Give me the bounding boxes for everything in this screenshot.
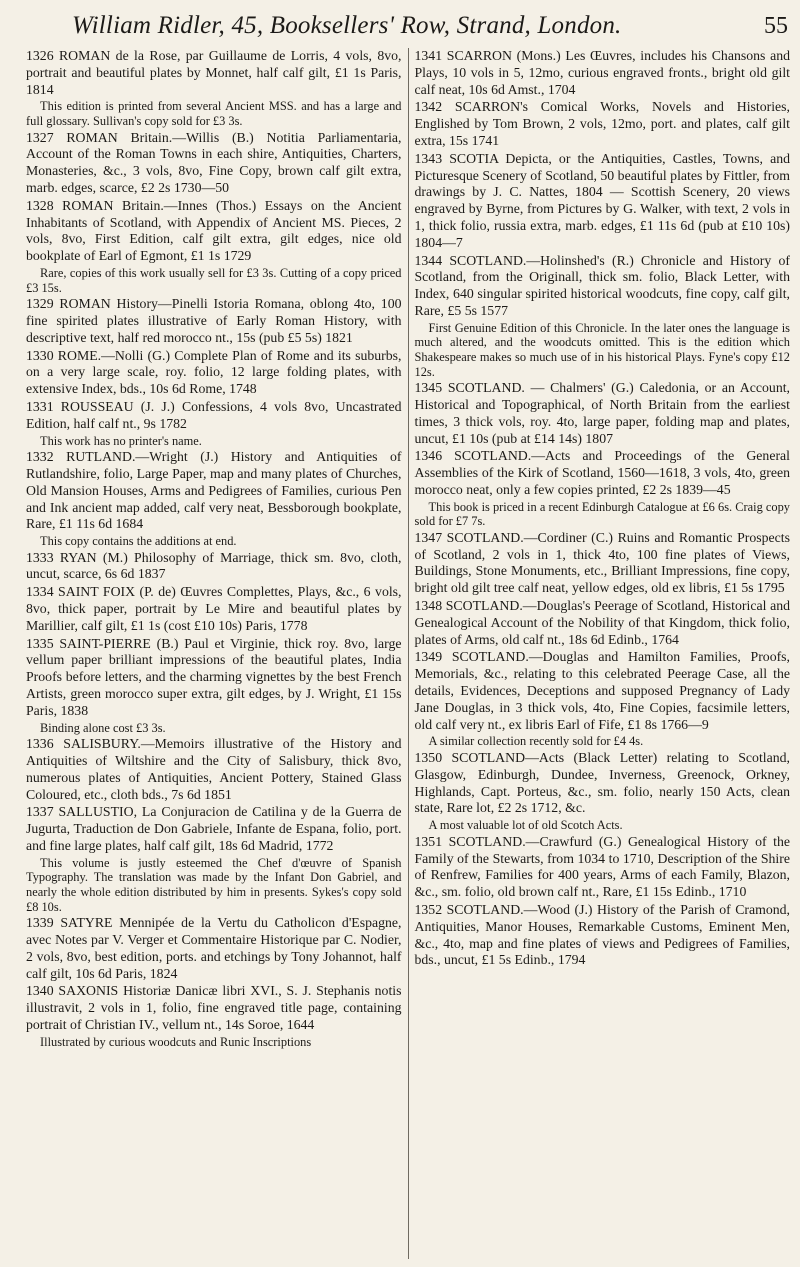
catalogue-note: A similar collection recently sold for £4 4s. xyxy=(428,734,644,749)
catalogue-entry: 1352 SCOTLAND.—Wood (J.) History of the Parish of Cramond, Antiquities, Manor Houses, Remarkable Customs, Eminent Men, &c., 4to, map and fine plates of views and Pedigrees of Families, bds., uncut, £1 5s Edinb., 1794 xyxy=(414,902,790,968)
catalogue-entry: 1349 SCOTLAND.—Douglas and Hamilton Families, Proofs, Memorials, &c., relating to this celebrated Peerage Case, all the details, Evidences, Deceptions and supposed Pregnancy of Lady Jane Douglas, in 3 thick vols, 4to, Fine Copies, facsimile letters, old calf very nt., ex libris Earl of Fife, £1 8s 1766—9 xyxy=(414,649,790,732)
two-column-body xyxy=(26,48,790,1259)
catalogue-entry: 1330 ROME.—Nolli (G.) Complete Plan of Rome and its suburbs, on a very large scale, roy. folio, 12 large folding plates, with extensive Index, bds., 10s 6d Rome, 1748 xyxy=(26,347,402,397)
catalogue-entry: 1341 SCARRON (Mons.) Les Œuvres, includes his Chansons and Plays, 10 vols in 5, 12mo, curious engraved fronts., bright old gilt calf neat, 10s 6d Amst., 1704 xyxy=(414,48,790,97)
right-column xyxy=(408,48,791,1259)
catalogue-note: This edition is printed from several Ancient MSS. and has a large and full glossary. Sullivan's copy sold for £3 3s. xyxy=(26,99,402,128)
left-column xyxy=(26,48,408,1259)
catalogue-entry: 1339 SATYRE Mennipée de la Vertu du Catholicon d'Espagne, avec Notes par V. Verger et Commentaire Historique par C. Nodier, 2 vols, 8vo, best edition, ports. and etchings by Tony Johannot, half calf gilt, 10s 6d Paris, 1824 xyxy=(26,915,402,981)
catalogue-entry: 1333 RYAN (M.) Philosophy of Marriage, thick sm. 8vo, cloth, uncut, scarce, 6s 6d 1837 xyxy=(26,549,402,582)
catalogue-entry: 1340 SAXONIS Historiæ Danicæ libri XVI., S. J. Stephanis notis illustravit, 2 vols in 1, folio, fine engraved title page, containing portrait of Christian IV., vellum nt., 14s Soroe, 1644 xyxy=(26,983,402,1032)
catalogue-entry: 1336 SALISBURY.—Memoirs illustrative of the History and Antiquities of Wiltshire and the City of Salisbury, thick 8vo, numerous plates of Antiquities, Ancient Pottery, Stained Glass Coloured, etc., cloth bds., 7s 6d 1851 xyxy=(26,736,402,802)
catalogue-entry: 1331 ROUSSEAU (J. J.) Confessions, 4 vols 8vo, Uncastrated Edition, half calf nt., 9s 1782 xyxy=(26,398,402,431)
page-number: 55 xyxy=(764,13,788,39)
catalogue-entry: 1327 ROMAN Britain.—Willis (B.) Notitia Parliamentaria, Account of the Roman Towns in each shire, Antiquities, Charters, Monasteries, &c., 3 vols, 8vo, Fine Copy, brown calf gilt extra, marb. edges, scarce, £2 2s 1730—50 xyxy=(26,129,402,195)
catalogue-note: A most valuable lot of old Scotch Acts. xyxy=(428,818,623,833)
catalogue-note: This volume is justly esteemed the Chef d'œuvre of Spanish Typography. The translation was made by the Infant Don Gabriel, and nearly the whole edition distributed by him in presents. Sykes's copy sold £8 10s. xyxy=(26,855,402,914)
catalogue-entry: 1348 SCOTLAND.—Douglas's Peerage of Scotland, Historical and Genealogical Account of the Nobility of that Kingdom, thick folio, plates of Arms, old calf nt., 18s 6d Edinb., 1764 xyxy=(414,598,790,647)
running-head xyxy=(72,12,788,48)
catalogue-entry: 1351 SCOTLAND.—Crawfurd (G.) Genealogical History of the Family of the Stewarts, from 1034 to 1710, Description of the Shire of Renfrew, Families for 400 years, Arms of each Family, Blazon, &c., sm. folio, old brown calf nt., Rare, £1 15s Edinb., 1710 xyxy=(414,833,790,900)
catalogue-entry: 1337 SALLUSTIO, La Conjuracion de Catilina y de la Guerra de Jugurta, Traduction de Don Gabriele, Infante de Espana, folio, port. and fine large plates, half calf gilt, 18s 6d Madrid, 1772 xyxy=(26,804,402,854)
catalogue-note: This book is priced in a recent Edinburgh Catalogue at £6 6s. Craig copy sold for £7 7s. xyxy=(414,499,790,529)
catalogue-entry: 1347 SCOTLAND.—Cordiner (C.) Ruins and Romantic Prospects of Scotland, 2 vols in 1, thick 4to, 100 fine plates of Views, Buildings, Stone Monuments, etc., Brilliant Impressions, fine copy, bright old gilt tree calf neat, yellow edges, old ex libris, £1 5s 1795 xyxy=(414,529,790,596)
catalogue-entry: 1334 SAINT FOIX (P. de) Œuvres Complettes, Plays, &c., 6 vols, 8vo, thick paper, portrait by Le Mire and beautiful plates by Marillier, calf gilt, £1 1s (cost £10 10s) Paris, 1778 xyxy=(26,584,402,633)
catalogue-entry: 1332 RUTLAND.—Wright (J.) History and Antiquities of Rutlandshire, folio, Large Paper, map and many plates of Churches, Old Mansion Houses, Arms and Pedigrees of Families, curious Pen and Ink ancient map added, calf very neat, Bessborough bookplate, Rare, £1 11s 6d 1684 xyxy=(26,449,402,532)
catalogue-entry: 1343 SCOTIA Depicta, or the Antiquities, Castles, Towns, and Picturesque Scenery of Scotland, 50 beautiful plates by Fittler, from drawings by J. C. Nattes, 1804 — Scottish Scenery, 20 views engraved by Byrne, from Pictures by G. Walker, with text, 2 vols in 1, thick folio, russia extra, marb. edges, £1 11s 6d (pub at £10 10s) 1804—7 xyxy=(414,150,790,250)
catalogue-note: This copy contains the additions at end. xyxy=(40,534,237,549)
catalogue-entry: 1335 SAINT-PIERRE (B.) Paul et Virginie, thick roy. 8vo, large vellum paper brilliant impressions of the beautiful plates, India Proofs before letters, and the charming vignettes by the best French Artists, green morocco super extra, gilt edges, by J. Wright, £1 15s Paris, 1838 xyxy=(26,635,402,718)
catalogue-entry: 1329 ROMAN History—Pinelli Istoria Romana, oblong 4to, 100 fine spirited plates illustrative of Early Roman History, with descriptive text, half red morocco nt., 15s (pub £5 5s) 1821 xyxy=(26,296,402,345)
catalogue-entry: 1345 SCOTLAND. — Chalmers' (G.) Caledonia, or an Account, Historical and Topographical, of North Britain from the earliest times, 3 thick vols, roy. 4to, large paper, folding map and plates, uncut, £1 10s (pub at £14 14s) 1807 xyxy=(414,380,790,446)
catalogue-entry: 1346 SCOTLAND.—Acts and Proceedings of the General Assemblies of the Kirk of Scotland, 1560—1618, 3 vols, 4to, green morocco neat, only a few copies printed, £2 2s 1839—45 xyxy=(414,448,790,497)
catalogue-entry: 1342 SCARRON's Comical Works, Novels and Histories, Englished by Tom Brown, 2 vols, 12mo, port. and plates, calf gilt extra, 15s 1741 xyxy=(414,99,790,148)
catalogue-note: This work has no printer's name. xyxy=(40,433,202,448)
catalogue-note: Binding alone cost £3 3s. xyxy=(40,720,166,735)
running-head-title: William Ridler, 45, Booksellers' Row, Strand, London. xyxy=(72,12,622,39)
catalogue-entry: 1326 ROMAN de la Rose, par Guillaume de Lorris, 4 vols, 8vo, portrait and beautiful plates by Monnet, half calf gilt, £1 1s Paris, 1814 xyxy=(26,48,402,97)
catalogue-note: Rare, copies of this work usually sell for £3 3s. Cutting of a copy priced £3 15s. xyxy=(26,265,402,295)
catalogue-entry: 1328 ROMAN Britain.—Innes (Thos.) Essays on the Ancient Inhabitants of Scotland, with Appendix of Ancient MS. Pieces, 2 vols, 8vo, First Edition, calf gilt extra, gilt edges, nice old bookplate of Earl of Egmont, £1 1s 1729 xyxy=(26,197,402,264)
catalogue-note: First Genuine Edition of this Chronicle. In the later ones the language is much altered, and the woodcuts omitted. This is the edition which Shakespeare makes so much use of in his historical Plays. Fyne's copy £12 12s. xyxy=(414,320,790,379)
catalogue-note: Illustrated by curious woodcuts and Runic Inscriptions xyxy=(40,1034,312,1049)
catalogue-entry: 1344 SCOTLAND.—Holinshed's (R.) Chronicle and History of Scotland, from the Originall, thick sm. folio, Black Letter, with Index, 640 singular spirited historical woodcuts, fine copy, calf gilt, Rare, £5 5s 1577 xyxy=(414,252,790,318)
catalogue-entry: 1350 SCOTLAND—Acts (Black Letter) relating to Scotland, Glasgow, Edinburgh, Dundee, Inverness, Greenock, Orkney, Highlands, Capt. Porteus, &c., sm. folio, nearly 150 Acts, clean state, Rare lot, £2 2s 1712, &c. xyxy=(414,750,790,816)
